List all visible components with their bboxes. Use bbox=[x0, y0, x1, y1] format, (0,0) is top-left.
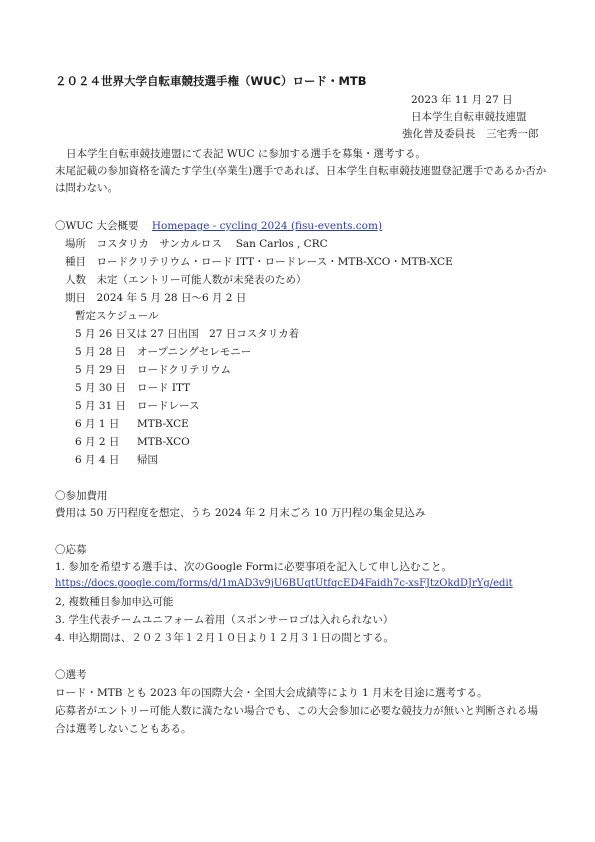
event-participants: 人数 未定（エントリー可能人数が未発表のため） bbox=[65, 274, 307, 286]
schedule-row bbox=[75, 363, 231, 377]
google-form-link[interactable]: https://docs.google.com/forms/d/1mAD3v9jU6BUqtUtfqcED4Faidh7c-xsFJtzOkdDJrYg/edit bbox=[55, 578, 513, 589]
overview-heading: 〇WUC 大会概要 bbox=[55, 220, 139, 232]
schedule-date: 5 月 30 日 bbox=[75, 382, 127, 394]
schedule-event: MTB-XCE bbox=[137, 418, 189, 430]
schedule-label: 暫定スケジュール bbox=[75, 310, 159, 322]
schedule-date: 5 月 28 日 bbox=[75, 346, 127, 358]
intro-line-3: は問わない。 bbox=[55, 182, 118, 194]
schedule-event: オープニングセレモニー bbox=[137, 346, 252, 358]
schedule-date: 5 月 31 日 bbox=[75, 400, 127, 412]
intro-line-1: 日本学生自転車競技連盟にて表記 WUC に参加する選手を募集・選考する。 bbox=[66, 148, 426, 160]
schedule-row bbox=[75, 435, 190, 449]
fee-text: 費用は 50 万円程度を想定、うち 2024 年 2 月末ごろ 10 万円程の集金見込み bbox=[55, 507, 426, 519]
schedule-event: ロードクリテリウム bbox=[137, 364, 231, 376]
event-place: 場所 コスタリカ サンカルロス San Carlos , CRC bbox=[65, 238, 328, 250]
schedule-date: 6 月 1 日 bbox=[75, 418, 120, 430]
schedule-row bbox=[75, 381, 190, 395]
schedule-date: 6 月 4 日 bbox=[75, 454, 120, 466]
apply-item-3: 3. 学生代表チームユニフォーム着用（スポンサーロゴは入れられない） bbox=[55, 614, 394, 626]
schedule-row bbox=[75, 453, 158, 467]
schedule-event: ロードレース bbox=[137, 400, 200, 412]
event-categories: 種目 ロードクリテリウム・ロード ITT・ロードレース・MTB-XCO・MTB-XCE bbox=[65, 256, 453, 268]
schedule-date: 5 月 29 日 bbox=[75, 364, 127, 376]
overview-heading-row bbox=[55, 219, 382, 233]
event-period: 期日 2024 年 5 月 28 日～6 月 2 日 bbox=[65, 292, 247, 304]
apply-heading: 〇応募 bbox=[55, 544, 87, 556]
schedule-date: 6 月 2 日 bbox=[75, 436, 120, 448]
schedule-event: ロード ITT bbox=[137, 382, 191, 394]
selection-line-2: 応募者がエントリー可能人数に満たない場合でも、この大会参加に必要な競技力が無いと判断される場 bbox=[55, 705, 538, 717]
selection-line-3: 合は選考しないこともある。 bbox=[55, 723, 192, 735]
schedule-row bbox=[75, 345, 251, 359]
fee-heading: 〇参加費用 bbox=[55, 490, 108, 502]
schedule-row bbox=[75, 327, 299, 341]
schedule-date: 5 月 26 日又は 27 日出国 27 日コスタリカ着 bbox=[75, 328, 300, 340]
document-author: 強化普及委員長 三宅秀一郎 bbox=[402, 128, 539, 140]
document-date: 2023 年 11 月 27 日 bbox=[411, 94, 513, 106]
schedule-row bbox=[75, 399, 199, 413]
page-title: ２０２４世界大学自転車競技選手権（WUC）ロード・MTB bbox=[55, 74, 367, 88]
apply-item-1: 1. 参加を希望する選手は、次のGoogle Formに必要事項を記入して申し込むこと。 bbox=[55, 561, 453, 573]
schedule-event: 帰国 bbox=[137, 454, 158, 466]
selection-heading: 〇選考 bbox=[55, 669, 87, 681]
intro-line-2: 末尾記載の参加資格を満たす学生(卒業生)選手であれば、日本学生自転車競技連盟登記選手であるか否か bbox=[55, 165, 547, 177]
apply-item-4: 4. 申込期間は、２０２３年１２月１０日より１２月３１日の間とする。 bbox=[55, 632, 394, 644]
selection-line-1: ロード・MTB とも 2023 年の国際大会・全国大会成績等により 1 月末を目途に選考する。 bbox=[55, 687, 488, 699]
apply-item-2: 2, 複数種目参加申込可能 bbox=[55, 596, 174, 608]
issuing-organization: 日本学生自転車競技連盟 bbox=[411, 111, 527, 123]
schedule-event: MTB-XCO bbox=[137, 436, 190, 448]
event-homepage-link[interactable]: Homepage - cycling 2024 (fisu-events.com) bbox=[151, 220, 383, 232]
schedule-row bbox=[75, 417, 189, 431]
